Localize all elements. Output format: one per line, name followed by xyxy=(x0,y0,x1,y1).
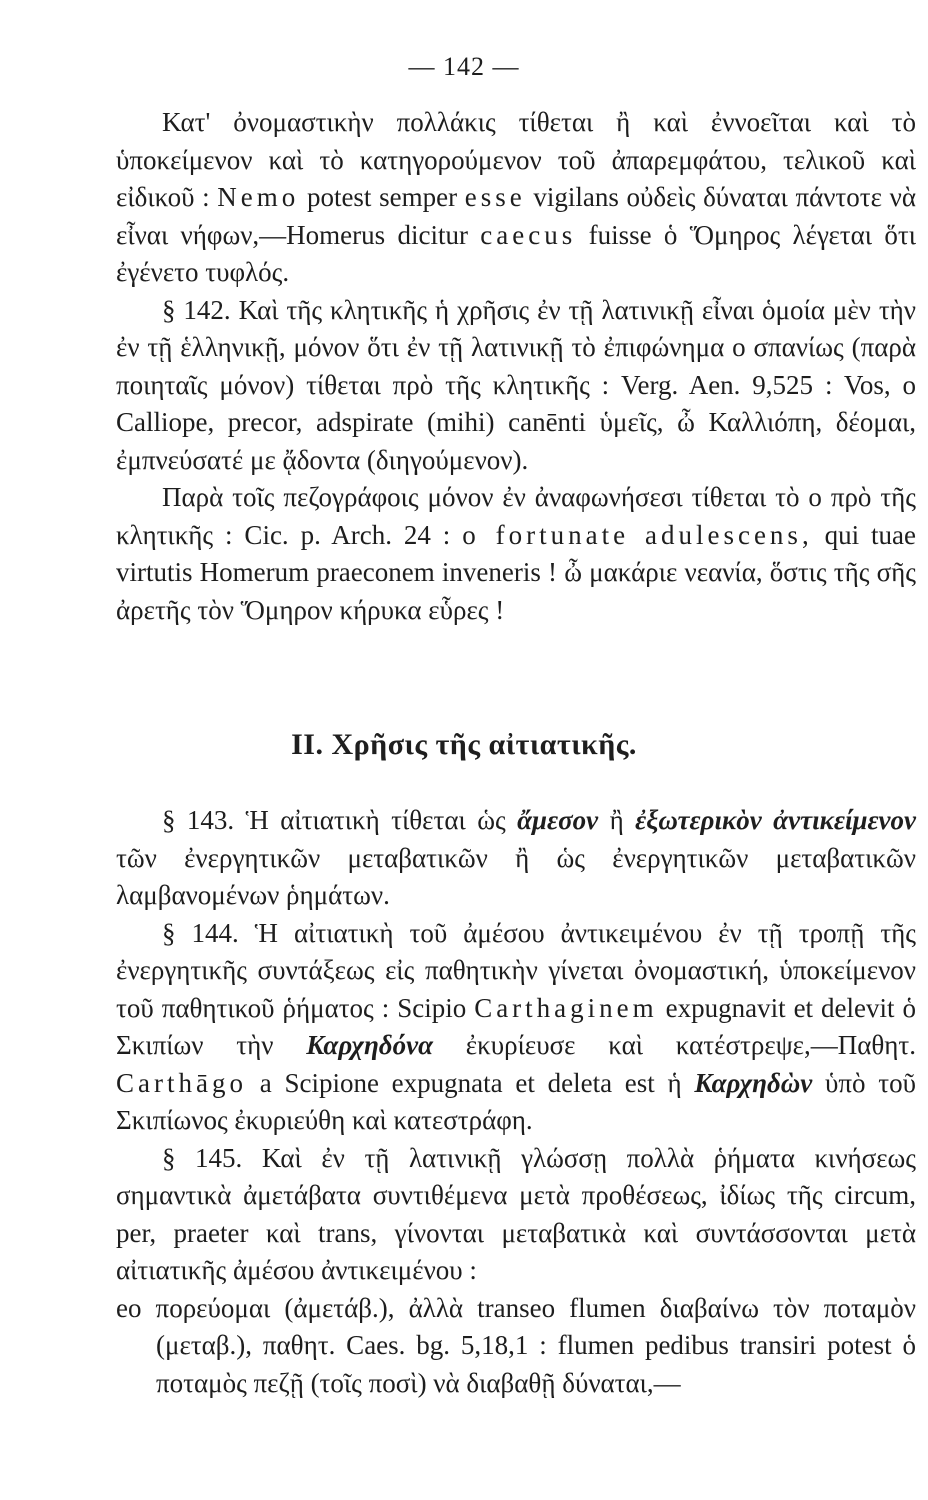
paragraph-143: § 143. Ἡ αἰτιατικὴ τίθεται ὡς ἄμεσον ἢ ἐξωτερικὸν ἀντικείμενον τῶν ἐνεργητικῶν μεταβατικῶν ἢ ὡς ἐνεργητικῶν μεταβατικῶν λαμβανομένων ῥημάτων. xyxy=(116,805,917,910)
page-number: — 142 — xyxy=(408,52,520,81)
paragraph-142-prose: Παρὰ τοῖς πεζογράφοις μόνον ἐν ἀναφωνήσεσι τίθεται τὸ o πρὸ τῆς κλητικῆς : Cic. p. Arch. 24 : o fortunate adulescens, qui tuae virtutis Homerum praeconem inveneris ! ὦ μακάριε νεανία, ὅστις τῆς σῆς ἀρετῆς τὸν Ὅμηρον κήρυκα εὗρες ! xyxy=(116,482,916,625)
example-word: Nemo xyxy=(217,182,300,212)
emphasis-term: Καρχηδὼν xyxy=(694,1067,813,1098)
example-word: Carthaginem xyxy=(474,992,658,1023)
text-block-lower xyxy=(116,802,916,1402)
paragraph-145-example: eo πορεύομαι (ἀμετάβ.), ἀλλὰ transeo flumen διαβαίνω τὸν ποταμὸν (μεταβ.), παθητ. Caes. bg. 5,18,1 : flumen pedibus transiri potest ὁ ποταμὸς πεζῇ (τοῖς ποσὶ) νὰ διαβαθῇ δύναται,— xyxy=(116,1292,916,1398)
example-word: caecus xyxy=(480,219,577,250)
section-heading: II. Χρῆσις τῆς αἰτιατικῆς. xyxy=(291,728,637,761)
emphasis-term: ἄμεσον xyxy=(517,805,599,835)
example-word: Carthāgo xyxy=(116,1067,247,1098)
paragraph-infinitive-nominative: Κατ' ὀνομαστικὴν πολλάκις τίθεται ἢ καὶ ἐννοεῖται καὶ τὸ ὑποκείμενον καὶ τὸ κατηγορούμενον τοῦ ἀπαρεμφάτου, τελικοῦ καὶ εἰδικοῦ : Nemo potest semper esse vigilans οὐδεὶς δύναται πάντοτε νὰ εἶναι νήφων,—Homerus dicitur caecus fuisse ὁ Ὅμηρος λέγεται ὅτι ἐγένετο τυφλός. xyxy=(116,107,916,287)
text-block-upper xyxy=(116,104,916,629)
paragraph-142: § 142. Καὶ τῆς κλητικῆς ἡ χρῆσις ἐν τῇ λατινικῇ εἶναι ὁμοία μὲν τὴν ἐν τῇ ἑλληνικῇ, μόνον ὅτι ἐν τῇ λατινικῇ τὸ ἐπιφώνημα o σπανίως (παρὰ ποιηταῖς μόνον) τίθεται πρὸ τῆς κλητικῆς : Verg. Aen. 9,525 : Vos, o Calliope, precor, adspirate (mihi) canēnti ὑμεῖς, ὦ Καλλιόπη, δέομαι, ἐμπνεύσατέ με ᾄδοντα (διηγούμενον). xyxy=(116,294,916,475)
paragraph-144: § 144. Ἡ αἰτιατικὴ τοῦ ἀμέσου ἀντικειμένου ἐν τῇ τροπῇ τῆς ἐνεργητικῆς συντάξεως εἰς παθητικὴν γίνεται ὀνομαστική, ὑποκείμενον τοῦ παθητικοῦ ῥήματος : Scipio Carthaginem expugnavit et delevit ὁ Σκιπίων τὴν Καρχηδόνα ἐκυρίευσε καὶ κατέστρεψε,—Παθητ. Carthāgo a Scipione expugnata et deleta est ἡ Καρχηδὼν ὑπὸ τοῦ Σκιπίωνος ἐκυριεύθη καὶ κατεστράφη. xyxy=(116,917,916,1135)
example-word: o fortunate adulescens, xyxy=(462,519,813,550)
emphasis-term: ἐξωτερικὸν ἀντικείμενον xyxy=(635,805,917,835)
paragraph-145: § 145. Καὶ ἐν τῇ λατινικῇ γλώσσῃ πολλὰ ῥήματα κινήσεως σημαντικὰ ἀμετάβατα συντιθέμενα μετὰ προθέσεως, ἰδίως τῆς circum, per, praeter καὶ trans, γίνονται μεταβατικὰ καὶ συντάσσονται μετὰ αἰτιατικῆς ἀμέσου ἀντικειμένου : xyxy=(116,1142,916,1285)
emphasis-term: Καρχηδόνα xyxy=(306,1030,434,1060)
example-word: esse xyxy=(464,182,526,212)
